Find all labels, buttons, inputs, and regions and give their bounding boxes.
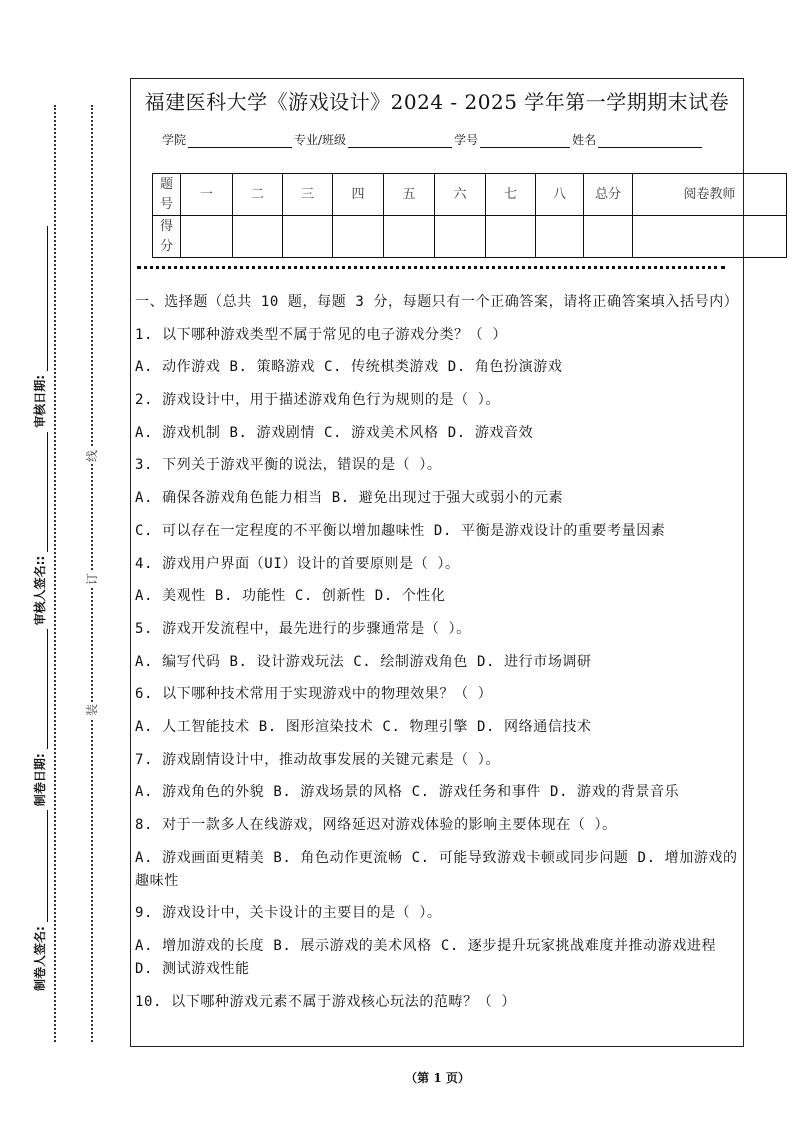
options: A. 游戏角色的外貌 B. 游戏场景的风格 C. 游戏任务和事件 D. 游戏的背景音乐	[135, 784, 680, 801]
maker-sign-line	[37, 810, 48, 922]
student-id-field[interactable]	[480, 133, 570, 148]
reviewer-sign-label: 审核人签名::	[33, 555, 47, 626]
score-table	[152, 173, 787, 258]
header-cell: 阅卷教师	[633, 174, 787, 216]
options: A. 游戏机制 B. 游戏剧情 C. 游戏美术风格 D. 游戏音效	[135, 424, 534, 441]
questions-section	[135, 291, 741, 1023]
question: 6. 以下哪种技术常用于实现游戏中的物理效果？（ ）	[135, 686, 493, 703]
review-date-line	[37, 226, 48, 371]
header-cell: 总分	[584, 174, 633, 216]
header-cell: 五	[384, 174, 435, 216]
options: A. 动作游戏 B. 策略游戏 C. 传统棋类游戏 D. 角色扮演游戏	[135, 359, 563, 376]
maker-sign-label: 制卷人签名:	[33, 926, 47, 991]
score-cell[interactable]	[486, 216, 536, 258]
student-id-label: 学号	[454, 133, 479, 147]
major-field[interactable]	[348, 133, 452, 148]
binding-char-xian: 线	[85, 450, 99, 463]
question: 9. 游戏设计中，关卡设计的主要目的是（ ）。	[135, 905, 442, 922]
header-cell: 六	[435, 174, 486, 216]
score-cell[interactable]	[181, 216, 233, 258]
options: A. 编写代码 B. 设计游戏玩法 C. 绘制游戏角色 D. 进行市场调研	[135, 653, 592, 670]
name-label: 姓名	[572, 133, 597, 147]
question: 1. 以下哪种游戏类型不属于常见的电子游戏分类？（ ）	[135, 326, 507, 343]
score-cell[interactable]	[233, 216, 283, 258]
section-heading: 一、选择题（总共 10 题，每题 3 分，每题只有一个正确答案，请将正确答案填入括号内）	[135, 294, 739, 310]
options: C. 可以存在一定程度的不平衡以增加趣味性 D. 平衡是游戏设计的重要考量因素	[135, 522, 666, 539]
binding-dotted-line-outer	[54, 105, 56, 1042]
question: 3. 下列关于游戏平衡的说法，错误的是（ ）。	[135, 457, 442, 474]
header-cell: 四	[333, 174, 384, 216]
question: 7. 游戏剧情设计中，推动故事发展的关键元素是（ ）。	[135, 751, 500, 768]
signature-strip	[28, 151, 48, 991]
options: A. 美观性 B. 功能性 C. 创新性 D. 个性化	[135, 588, 446, 605]
score-cell[interactable]	[384, 216, 435, 258]
score-cell[interactable]	[584, 216, 633, 258]
question: 8. 对于一款多人在线游戏，网络延迟对游戏体验的影响主要体现在（ ）。	[135, 817, 617, 833]
question: 10. 以下哪种游戏元素不属于游戏核心玩法的范畴？（ ）	[135, 993, 516, 1010]
name-field[interactable]	[598, 133, 702, 148]
options: A. 增加游戏的长度 B. 展示游戏的美术风格 C. 逐步提升玩家挑战难度并推动游戏进程 D. 测试游戏性能	[135, 938, 717, 978]
question: 2. 游戏设计中，用于描述游戏角色行为规则的是（ ）。	[135, 392, 500, 409]
score-cell[interactable]	[633, 216, 787, 258]
review-date-label: 审核日期:	[33, 374, 47, 428]
college-field[interactable]	[188, 133, 292, 148]
score-cell[interactable]	[435, 216, 486, 258]
header-cell: 一	[181, 174, 233, 216]
header-cell: 八	[536, 174, 584, 216]
score-cell[interactable]	[536, 216, 584, 258]
college-label: 学院	[162, 133, 187, 147]
question: 4. 游戏用户界面（UI）设计的首要原则是（ ）。	[135, 555, 460, 572]
page-number: （第 1 页）	[405, 1071, 470, 1085]
major-label: 专业/班级	[294, 133, 347, 147]
options: A. 游戏画面更精美 B. 角色动作更流畅 C. 可能导致游戏卡顿或同步问题 D. 增加游戏的趣味性	[135, 849, 738, 889]
reviewer-sign-line	[37, 432, 48, 552]
question: 5. 游戏开发流程中，最先进行的步骤通常是（ ）。	[135, 620, 471, 637]
header-cell: 题号	[153, 174, 181, 216]
options: A. 确保各游戏角色能力相当 B. 避免出现过于强大或弱小的元素	[135, 490, 564, 507]
exam-title: 福建医科大学《游戏设计》2024 - 2025 学年第一学期期末试卷	[144, 90, 730, 114]
maker-date-label: 制卷日期:	[33, 753, 47, 807]
score-cell[interactable]	[333, 216, 384, 258]
header-cell: 二	[233, 174, 283, 216]
header-cell: 三	[283, 174, 333, 216]
score-row	[153, 216, 787, 258]
question-number-row	[153, 174, 787, 216]
header-cell: 七	[486, 174, 536, 216]
maker-date-line	[37, 629, 48, 749]
student-info	[162, 131, 704, 148]
dotted-separator	[137, 266, 725, 269]
score-label-cell: 得分	[153, 216, 181, 258]
options: A. 人工智能技术 B. 图形渲染技术 C. 物理引擎 D. 网络通信技术	[135, 718, 592, 735]
score-cell[interactable]	[283, 216, 333, 258]
binding-char-ding: 订	[85, 573, 99, 586]
binding-char-zhuang: 装	[85, 704, 99, 717]
